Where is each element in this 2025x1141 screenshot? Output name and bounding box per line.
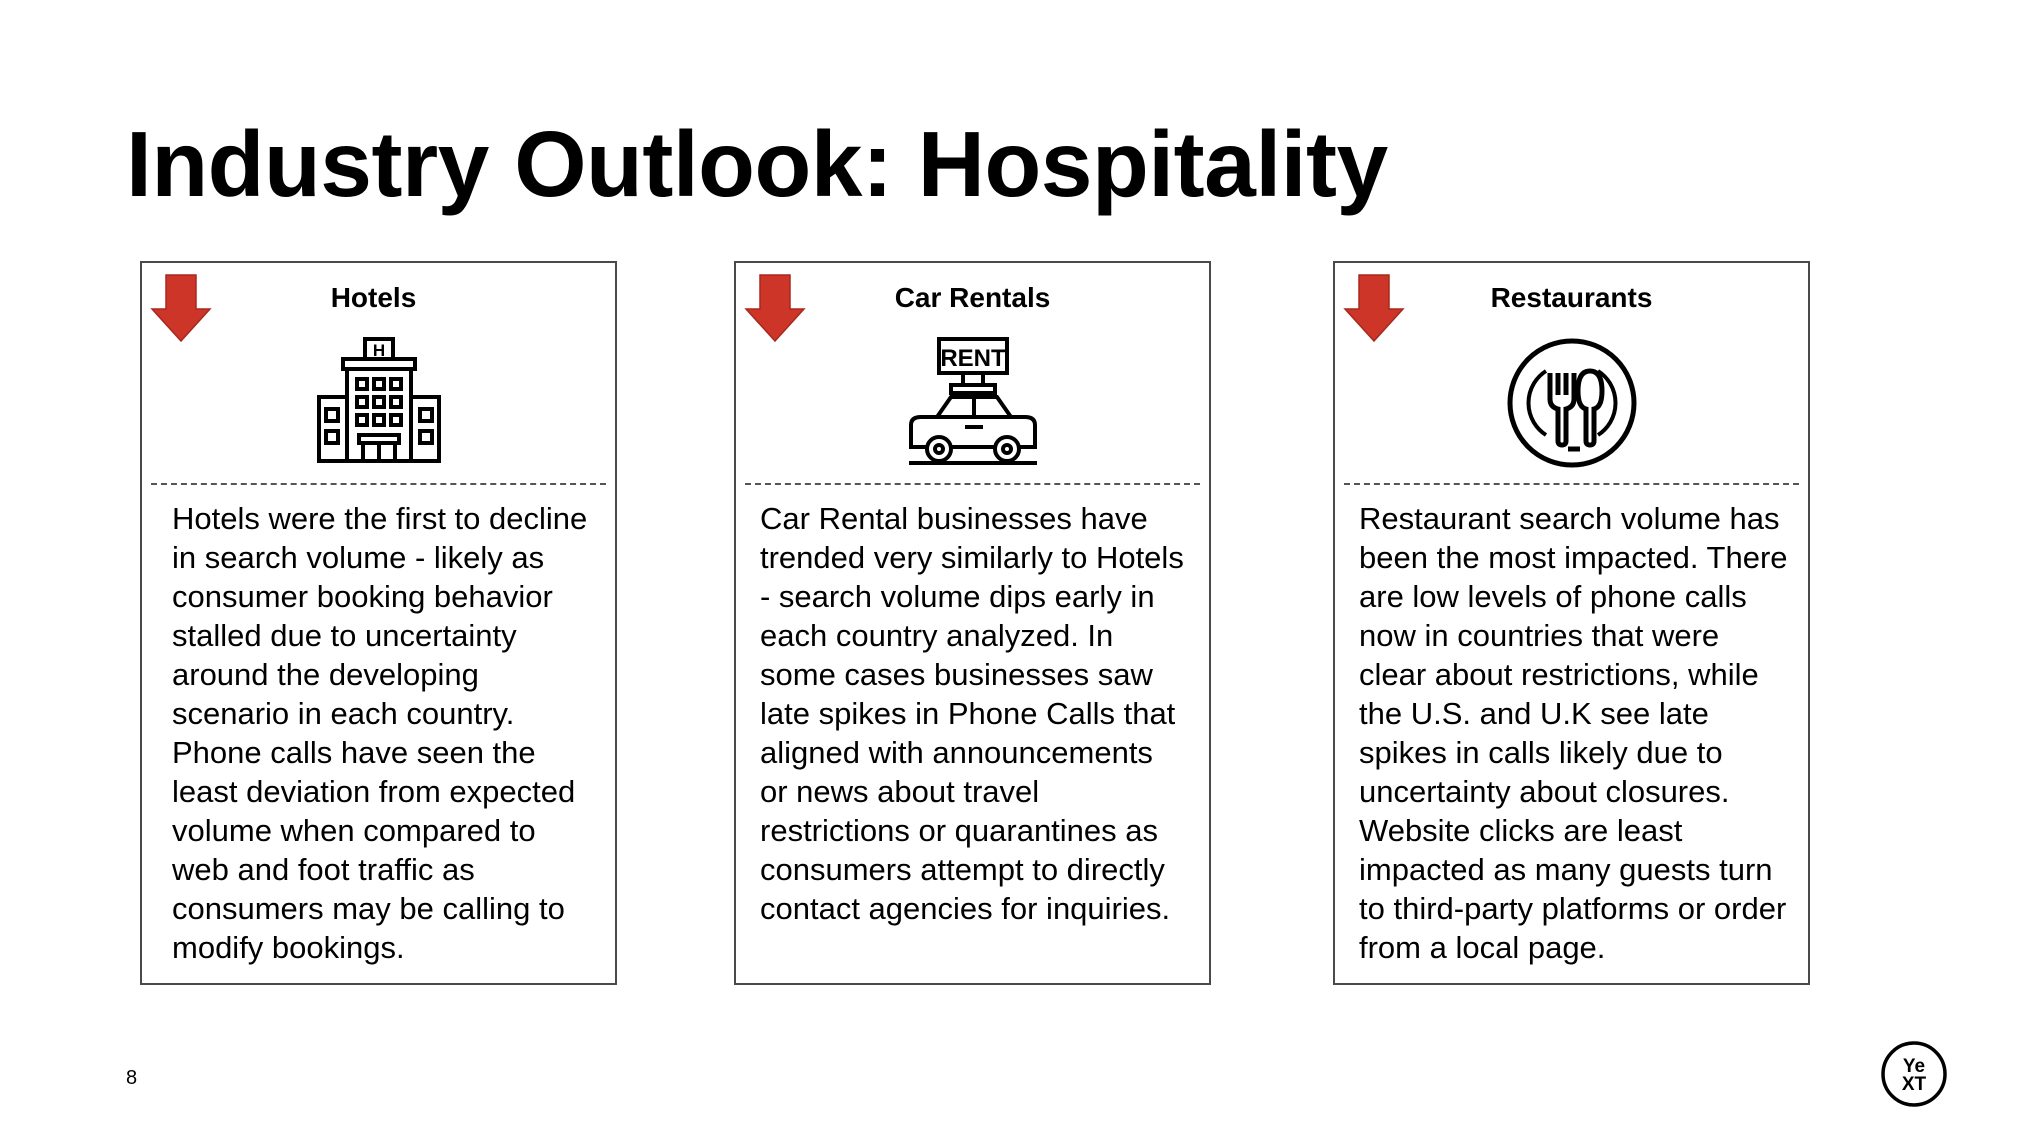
card-title: Restaurants [1490, 282, 1653, 313]
divider [745, 483, 1200, 485]
divider [151, 483, 606, 485]
card-car-rentals [734, 261, 1211, 985]
logo-text-bottom: XT [1901, 1074, 1927, 1095]
card-hotels [140, 261, 617, 985]
yext-logo [1880, 1040, 1948, 1108]
card-restaurants [1333, 261, 1810, 985]
divider [1344, 483, 1799, 485]
card-description: Restaurant search volume has been the most impacted. There are low levels of phone calls now in countries that were clear about restrictions, while the U.S. and U.K see late spikes in calls likely due to uncertainty about closures. Website clicks are least impacted as many guests turn to third-party platforms or order from a local page. [1359, 501, 1788, 965]
logo-text-top: Ye [1902, 1056, 1926, 1077]
card-description: Hotels were the first to decline in search volume - likely as consumer booking behavior stalled due to uncertainty around the developing scenario in each country. Phone calls have seen the least deviation from expected volume when compared to web and foot traffic as consumers may be calling to modify bookings. [172, 501, 588, 965]
rent-car-icon [907, 337, 1039, 465]
card-title: Hotels [330, 282, 417, 313]
fork-spoon-plate-icon [1506, 337, 1638, 469]
hotel-building-icon [317, 337, 441, 465]
card-description: Car Rental businesses have trended very similarly to Hotels - search volume dips early in each country analyzed. In some cases businesses saw late spikes in Phone Calls that aligned with announcements or news about travel restrictions or quarantines as consumers attempt to directly contact agencies for inquiries. [760, 501, 1184, 926]
page-title: Industry Outlook: Hospitality [126, 112, 1388, 216]
page-number: 8 [126, 1067, 138, 1089]
rent-sign-text: RENT [939, 345, 1006, 372]
card-title: Car Rentals [894, 282, 1051, 313]
svg-text:H: H [372, 341, 385, 360]
